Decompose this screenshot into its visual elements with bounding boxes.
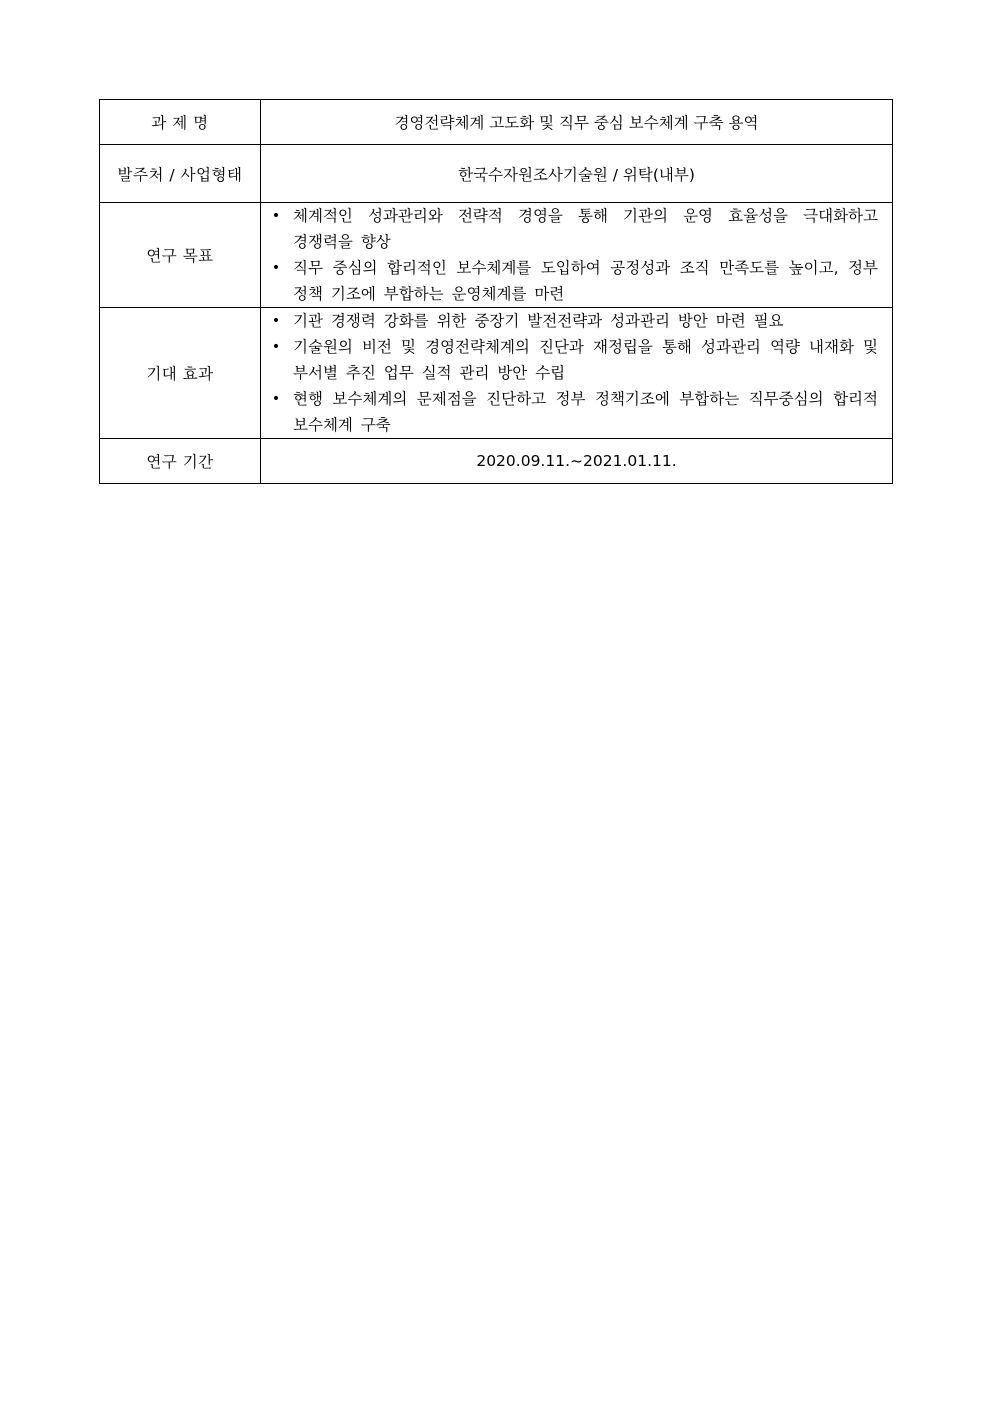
list-item (261, 203, 878, 255)
table-row-research-goal (100, 203, 893, 308)
list-item-text: 기술원의 비전 및 경영전략체계의 진단과 재정립을 통해 성과관리 역량 내재화 및 부서별 추진 업무 실적 관리 방안 수립 (293, 338, 878, 382)
bullet-icon: • (271, 313, 281, 329)
label-client: 발주처 / 사업형태 (100, 145, 261, 203)
bullet-icon: • (271, 339, 281, 355)
value-project-title: 경영전략체계 고도화 및 직무 중심 보수체계 구축 용역 (261, 100, 893, 145)
label-expected-effect: 기대 효과 (100, 308, 261, 439)
expected-effect-list (261, 308, 892, 438)
label-research-goal: 연구 목표 (100, 203, 261, 308)
list-item (261, 334, 878, 386)
list-item-text: 체계적인 성과관리와 전략적 경영을 통해 기관의 운영 효율성을 극대화하고 경쟁력을 향상 (293, 207, 878, 251)
table-row-expected-effect (100, 308, 893, 439)
list-item (261, 386, 878, 438)
table-row-research-period (100, 439, 893, 484)
project-summary-table (99, 99, 893, 484)
list-item (261, 255, 878, 307)
research-goal-list (261, 203, 892, 307)
label-project-title: 과 제 명 (100, 100, 261, 145)
value-research-period: 2020.09.11.~2021.01.11. (261, 439, 893, 484)
label-research-period: 연구 기간 (100, 439, 261, 484)
bullet-icon: • (271, 208, 281, 224)
table-row-project-title (100, 100, 893, 145)
list-item-text: 직무 중심의 합리적인 보수체계를 도입하여 공정성과 조직 만족도를 높이고, 정부 정책 기조에 부합하는 운영체계를 마련 (293, 259, 878, 303)
value-client: 한국수자원조사기술원 / 위탁(내부) (261, 145, 893, 203)
list-item-text: 기관 경쟁력 강화를 위한 중장기 발전전략과 성과관리 방안 마련 필요 (293, 312, 784, 330)
list-item (261, 308, 878, 334)
bullet-icon: • (271, 260, 281, 276)
table-row-client (100, 145, 893, 203)
value-research-goal (261, 203, 893, 308)
bullet-icon: • (271, 391, 281, 407)
list-item-text: 현행 보수체계의 문제점을 진단하고 정부 정책기조에 부합하는 직무중심의 합리적 보수체계 구축 (293, 390, 878, 434)
value-expected-effect (261, 308, 893, 439)
